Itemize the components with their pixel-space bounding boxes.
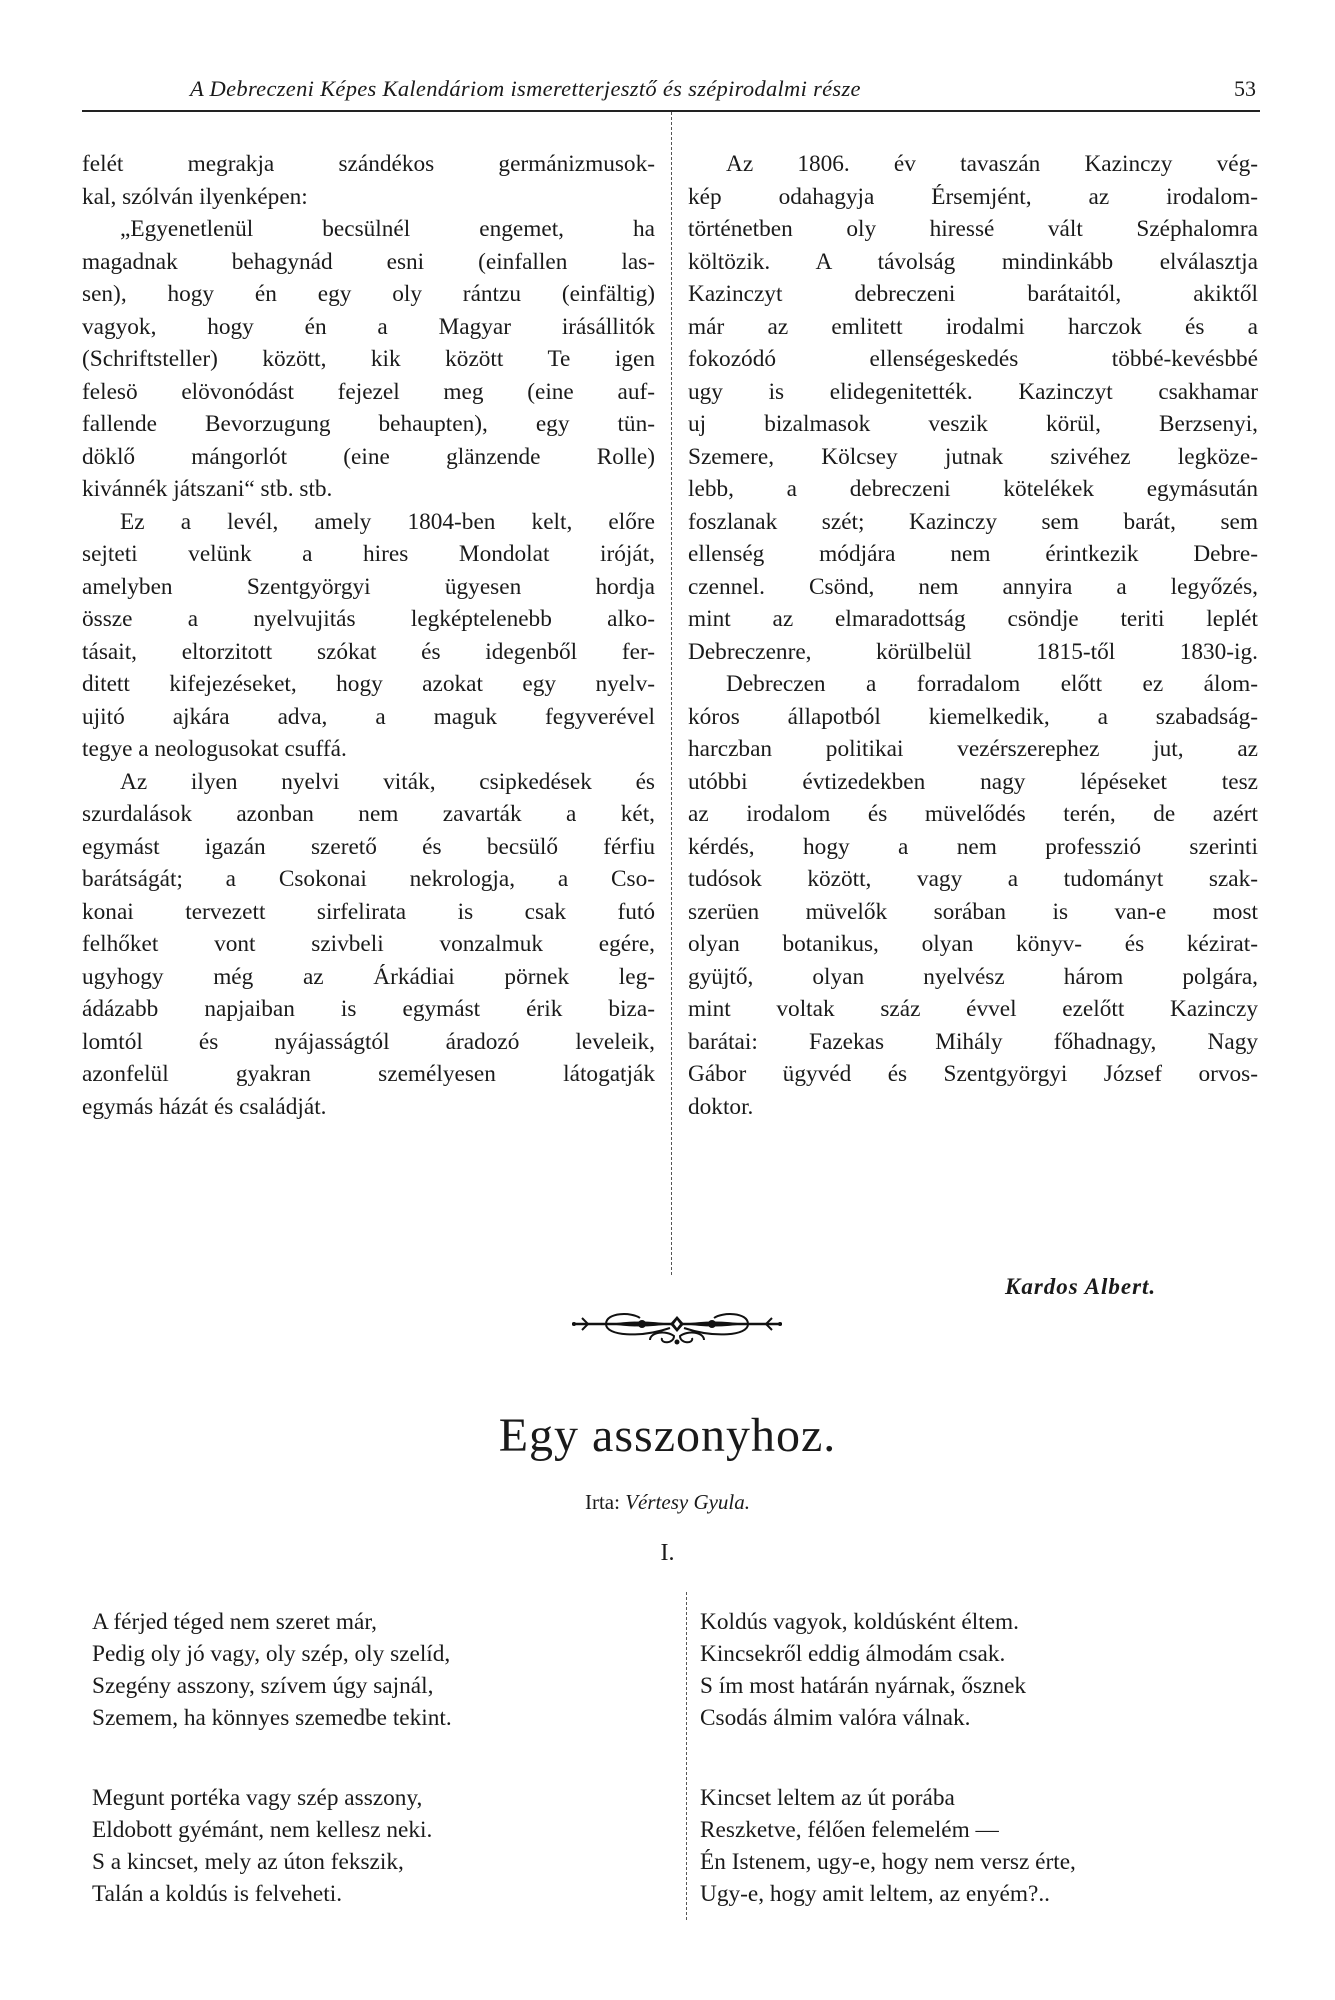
verse-line: Ugy-e, hogy amit leltem, az enyém?.. <box>700 1881 1050 1907</box>
page-number: 53 <box>1234 76 1256 101</box>
text-line: Ez a levél, amely 1804-ben kelt, előre <box>120 508 655 535</box>
stanza-1 <box>92 1606 452 1734</box>
text-line: sen), hogy én egy oly rántzu (einfältig) <box>82 281 655 307</box>
verse-line: A férjed téged nem szeret már, <box>92 1609 377 1635</box>
text-line: vagyok, hogy én a Magyar irásállitók <box>82 313 655 340</box>
text-line: fokozódó ellenségeskedés többé-kevésbbé <box>688 346 1258 372</box>
text-line: kép odahagyja Érsemjént, az irodalom- <box>688 183 1258 210</box>
poem-title: Egy asszonyhoz. <box>498 1409 837 1462</box>
text-line: kal, szólván ilyenképen: <box>82 183 308 210</box>
column-divider <box>671 112 672 1275</box>
text-line: „Egyenetlenül becsülnél engemet, ha <box>120 216 655 242</box>
poem-section-number: I. <box>660 1540 675 1566</box>
verse-line: S ím most határán nyárnak, ősznek <box>700 1673 1027 1699</box>
text-line: magadnak behagynád esni (einfallen las- <box>82 248 655 275</box>
verse-line: Koldús vagyok, koldúsként éltem. <box>700 1609 1020 1635</box>
fleuron-divider-icon <box>570 1310 784 1350</box>
text-line: barátai: Fazekas Mihály főhadnagy, Nagy <box>688 1028 1258 1055</box>
text-line: kóros állapotból kiemelkedik, a szabadság- <box>688 703 1258 730</box>
text-line: konai tervezett sirfelirata is csak futó <box>82 898 655 925</box>
verse-line: Pedig oly jó vagy, oly szép, oly szelíd, <box>92 1641 451 1667</box>
text-line: czennel. Csönd, nem annyira a legyőzés, <box>688 573 1258 600</box>
text-line: költözik. A távolság mindinkább elválasztja <box>688 248 1258 275</box>
text-line: tudósok között, vagy a tudományt szak- <box>688 866 1258 892</box>
text-line: ellenség módjára nem érintkezik Debre- <box>688 541 1258 567</box>
poem-byline <box>0 1490 1335 1515</box>
text-line: (Schriftsteller) között, kik között Te igen <box>82 346 655 372</box>
text-line: felét megrakja szándékos germánizmusok- <box>82 151 655 177</box>
text-line: ugy is elidegenitették. Kazinczyt csakhamar <box>688 378 1258 405</box>
text-line: Debreczenre, körülbelül 1815-től 1830-ig. <box>688 638 1258 665</box>
verse-line: Eldobott gyémánt, nem kellesz neki. <box>92 1817 433 1843</box>
text-line: ugyhogy még az Árkádiai pörnek leg- <box>82 963 655 990</box>
text-line: Debreczen a forradalom előtt ez álom- <box>726 671 1258 697</box>
article-signature: Kardos Albert. <box>1005 1274 1157 1299</box>
verse-line: Szegény asszony, szívem úgy sajnál, <box>92 1673 434 1699</box>
text-line: azonfelül gyakran személyesen látogatják <box>82 1061 655 1087</box>
text-line: felesö elövonódást fejezel meg (eine auf- <box>82 378 655 405</box>
verse-line: Kincsekről eddig álmodám csak. <box>700 1641 1006 1667</box>
text-line: kérdés, hogy a nem professzió szerinti <box>688 833 1258 860</box>
verse-line: Megunt portéka vagy szép asszony, <box>92 1785 423 1811</box>
text-line: ditett kifejezéseket, hogy azokat egy nyelv- <box>82 671 655 697</box>
text-line: szurdalások azonban nem zavarták a két, <box>82 801 655 827</box>
text-line: Az ilyen nyelvi viták, csipkedések és <box>120 768 655 795</box>
text-line: egymás házát és családját. <box>82 1093 327 1120</box>
text-line: mint voltak száz évvel ezelőtt Kazinczy <box>688 996 1258 1022</box>
text-line: foszlanak szét; Kazinczy sem barát, sem <box>688 508 1258 535</box>
article-right-column <box>688 148 1258 1123</box>
running-header <box>82 72 1260 106</box>
article-left-column <box>82 148 655 1123</box>
stanza-4 <box>700 1782 1076 1910</box>
text-line: tegye a neologusokat csuffá. <box>82 736 347 762</box>
text-line: lomtól és nyájasságtól áradozó leveleik, <box>82 1028 655 1055</box>
stanza-2 <box>92 1782 432 1910</box>
text-line: amelyben Szentgyörgyi ügyesen hordja <box>82 573 655 600</box>
text-line: barátságát; a Csokonai nekrologja, a Cso- <box>82 866 655 892</box>
verse-line: Kincset leltem az út porába <box>700 1785 955 1811</box>
running-header-title: A Debreczeni Képes Kalendáriom ismeretterjesztő és szépirodalmi része <box>190 76 861 101</box>
poem-author: Vértesy Gyula. <box>625 1490 751 1514</box>
text-line: gyüjtő, olyan nyelvész három polgára, <box>688 963 1258 990</box>
poem-column-divider <box>686 1592 687 1920</box>
verse-line: Csodás álmim valóra válnak. <box>700 1705 971 1731</box>
text-line: az irodalom és müvelődés terén, de azért <box>688 801 1258 827</box>
text-line: történetben oly hiressé vált Széphalomra <box>688 216 1258 242</box>
text-line: harczban politikai vezérszerephez jut, az <box>688 736 1258 762</box>
text-line: fallende Bevorzugung behaupten), egy tün- <box>82 411 655 437</box>
verse-line: Én Istenem, ugy-e, hogy nem versz érte, <box>700 1849 1076 1875</box>
text-line: Kazinczyt debreczeni barátaitól, akiktől <box>688 281 1258 307</box>
text-line: ujitó ajkára adva, a maguk fegyverével <box>82 703 655 730</box>
text-line: felhőket vont szivbeli vonzalmuk egére, <box>82 931 655 957</box>
verse-line: Talán a koldús is felveheti. <box>92 1881 343 1907</box>
text-line: ádázabb napjaiban is egymást érik biza- <box>82 996 655 1022</box>
stanza-3 <box>700 1606 1026 1734</box>
text-line: Szemere, Kölcsey jutnak szivéhez legköze- <box>688 443 1258 470</box>
text-line: lebb, a debreczeni kötelékek egymásután <box>688 476 1258 502</box>
text-line: sejteti velünk a hires Mondolat iróját, <box>82 541 655 567</box>
verse-line: Reszketve, félően felemelém — <box>700 1817 999 1843</box>
text-line: kivánnék játszani“ stb. stb. <box>82 476 333 502</box>
text-line: mint az elmaradottság csöndje teriti leplét <box>688 606 1258 632</box>
text-line: tásait, eltorzitott szókat és idegenből fer- <box>82 638 655 665</box>
text-line: már az emlitett irodalmi harczok és a <box>688 313 1258 340</box>
verse-line: Szemem, ha könnyes szemedbe tekint. <box>92 1705 452 1731</box>
byline-label: Irta: <box>584 1490 620 1514</box>
text-line: doktor. <box>688 1093 754 1120</box>
text-line: olyan botanikus, olyan könyv- és kézirat- <box>688 931 1258 957</box>
verse-line: S a kincset, mely az úton fekszik, <box>92 1849 404 1875</box>
text-line: Az 1806. év tavaszán Kazinczy vég- <box>726 151 1258 177</box>
text-line: egymást igazán szerető és becsülő férfiu <box>82 833 655 860</box>
text-line: utóbbi évtizedekben nagy lépéseket tesz <box>688 768 1258 795</box>
text-line: uj bizalmasok veszik körül, Berzsenyi, <box>688 411 1258 437</box>
text-line: Gábor ügyvéd és Szentgyörgyi József orvos- <box>688 1061 1258 1087</box>
text-line: döklő mángorlót (eine glänzende Rolle) <box>82 443 655 470</box>
text-line: össze a nyelvujitás legképtelenebb alko- <box>82 606 655 632</box>
text-line: szerüen müvelők sorában is van-e most <box>688 898 1258 925</box>
